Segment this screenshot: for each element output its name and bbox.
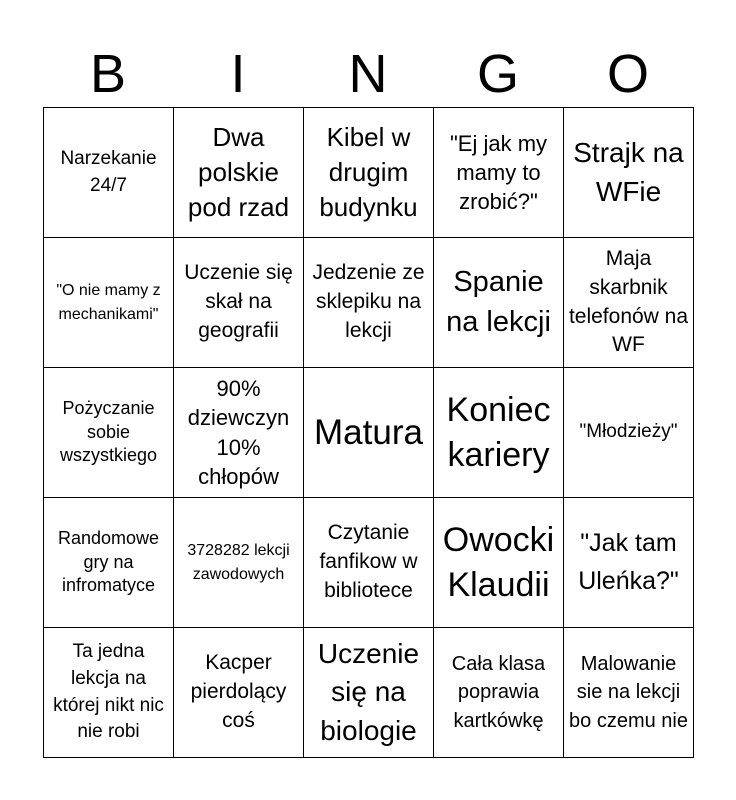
bingo-cell-r2-c5[interactable] [564,238,694,368]
header-letter-i: I [230,44,246,104]
bingo-cell-r4-c1[interactable] [44,498,174,628]
bingo-cell-r3-c1[interactable] [44,368,174,498]
bingo-cell-label: "Ej jak my mamy to zrobić?" [449,130,548,215]
bingo-cell-r5-c1[interactable] [44,628,174,758]
bingo-cell-r1-c4[interactable] [434,108,564,238]
bingo-cell-r1-c2[interactable] [174,108,304,238]
bingo-cell-r2-c4[interactable] [434,238,564,368]
bingo-cell-label: Narzekanie 24/7 [60,147,157,196]
header-letter-g: G [476,44,519,104]
bingo-cell-label: 3728282 lekcji zawodowych [187,542,290,583]
bingo-board [43,107,694,758]
bingo-cell-label: Pożyczanie sobie wszystkiego [59,397,158,466]
bingo-cell-label: Cała klasa poprawia kartkówkę [451,652,546,732]
bingo-cell-r3-c4[interactable] [434,368,564,498]
bingo-cell-r2-c1[interactable] [44,238,174,368]
bingo-cell-r3-c2[interactable] [174,368,304,498]
bingo-cell-r3-c5[interactable] [564,368,694,498]
header-letter-b: B [89,44,127,104]
bingo-cell-label: "Jak tam Uleńka?" [578,529,679,595]
bingo-cell-r5-c3[interactable] [304,628,434,758]
bingo-cell-r5-c4[interactable] [434,628,564,758]
bingo-cell-label: 90% dziewczyn 10% chłopów [187,376,290,489]
bingo-cell-label: Ta jedna lekcja na której nikt nic nie robi [53,640,164,743]
header-letter-n: N [348,44,388,104]
bingo-cell-label: Koniec kariery [446,390,551,474]
bingo-cell-label: Czytanie fanfikow w bibliotece [319,521,418,602]
bingo-cell-label: Uczenie się na biologie [317,637,420,746]
bingo-cell-label: Kacper pierdolący coś [190,651,287,732]
bingo-cell-label: Spanie na lekcji [446,266,551,338]
bingo-cell-r4-c4[interactable] [434,498,564,628]
bingo-cell-label: Randomowe gry na infromatyce [57,527,160,596]
bingo-cell-r1-c5[interactable] [564,108,694,238]
bingo-cell-r5-c2[interactable] [174,628,304,758]
bingo-cell-label: Dwa polskie pod rzad [187,122,290,222]
bingo-cell-r4-c5[interactable] [564,498,694,628]
bingo-cell-r2-c2[interactable] [174,238,304,368]
bingo-cell-label: "Młodzieży" [579,421,678,443]
bingo-cell-label: Kibel w drugim budynku [319,122,418,222]
bingo-cell-r4-c2[interactable] [174,498,304,628]
bingo-cell-label: Owocki Klaudii [442,520,555,604]
bingo-cell-r4-c3[interactable] [304,498,434,628]
bingo-cell-label: Matura [314,412,423,452]
bingo-cell-label: Strajk na WFie [573,136,684,207]
bingo-cell-r5-c5[interactable] [564,628,694,758]
bingo-cell-label: Jedzenie ze sklepiku na lekcji [312,261,425,342]
bingo-cell-r2-c3[interactable] [304,238,434,368]
bingo-cell-r3-c3[interactable] [304,368,434,498]
bingo-cell-label: Maja skarbnik telefonów na WF [568,246,689,357]
bingo-cell-r1-c3[interactable] [304,108,434,238]
bingo-header [43,40,693,108]
bingo-cell-r1-c1[interactable] [44,108,174,238]
bingo-cell-label: "O nie mamy z mechanikami" [56,282,161,323]
header-letter-o: O [606,44,649,104]
bingo-cell-label: Malowanie sie na lekcji bo czemu nie [569,652,688,732]
bingo-cell-label: Uczenie się skał na geografii [184,261,293,342]
